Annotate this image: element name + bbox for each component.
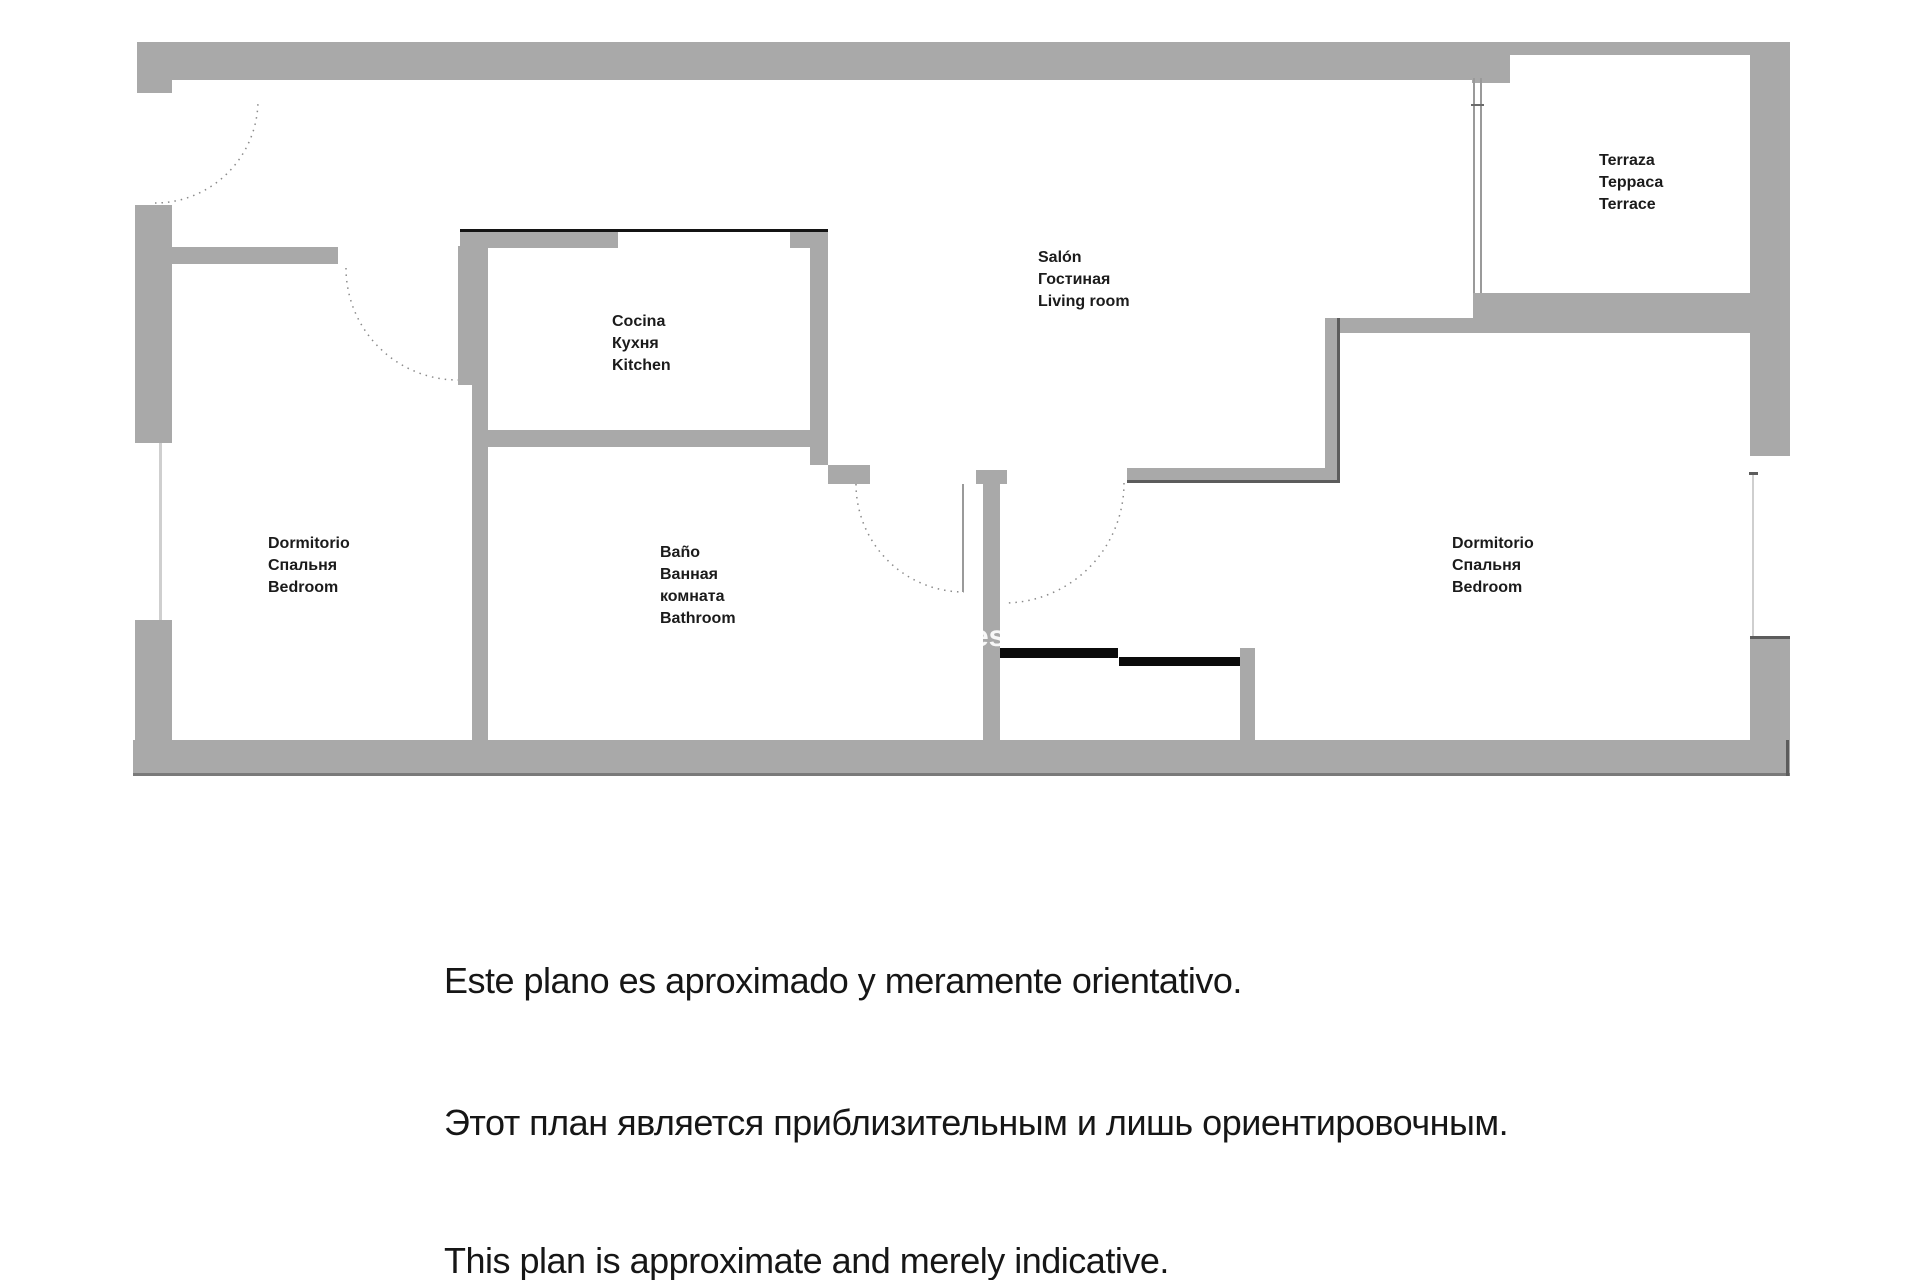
door-arc-bedroom-right (1004, 483, 1124, 603)
label-bathroom-ru1: Ванная (660, 566, 719, 583)
label-bedroom-right (1452, 533, 1534, 599)
wardrobe-bar-lower (1119, 657, 1240, 666)
disclaimer-en: This plan is approximate and merely indicative. (444, 1240, 1169, 1280)
label-bathroom-es: Baño (660, 544, 700, 561)
label-living-en: Living room (1038, 293, 1130, 310)
watermark-text: es (972, 620, 1006, 653)
window-bedroom-right (1752, 474, 1754, 636)
wall-entry-door-stub (458, 246, 488, 385)
label-kitchen-es: Cocina (612, 313, 666, 330)
wardrobe-bar-upper (1000, 648, 1118, 658)
label-bedroom-right-es: Dormitorio (1452, 535, 1534, 552)
label-bedroom-left-ru: Спальня (268, 557, 338, 574)
edge-right-wall-top (1750, 636, 1790, 639)
label-bedroom-left (268, 533, 350, 599)
wall-left-lower (135, 620, 172, 740)
wall-top-terrace (1510, 42, 1790, 55)
window-bedroom-right-tick (1749, 472, 1758, 475)
door-arc-bedroom-left (346, 268, 458, 380)
label-living-room (1038, 247, 1130, 313)
window-terrace-inner (1480, 78, 1482, 293)
label-bedroom-left-en: Bedroom (268, 579, 339, 596)
edge-divider-right (1337, 318, 1340, 483)
disclaimer-es: Este plano es aproximado y meramente orientativo. (444, 960, 1242, 1001)
wall-left-upper (135, 205, 172, 443)
edge-bottom-wall-right (1786, 740, 1789, 776)
wall-kitchen-bottom (488, 430, 810, 447)
wall-right-upper (1750, 42, 1790, 456)
wall-corridor (983, 484, 1000, 740)
label-terrace (1599, 150, 1663, 216)
wall-corridor-cap (976, 470, 1007, 484)
wall-kitchen-right-foot (828, 465, 870, 484)
wall-bedroom-left-top (172, 247, 338, 264)
window-terrace-tick (1471, 104, 1484, 106)
door-arc-bathroom (856, 484, 964, 592)
wall-right-lower (1750, 636, 1790, 740)
label-bedroom-right-ru: Спальня (1452, 557, 1522, 574)
door-arc-entry (155, 100, 258, 203)
kitchen-counter-line (460, 229, 828, 232)
window-bedroom-left (159, 443, 162, 620)
label-terrace-es: Terraza (1599, 152, 1655, 169)
disclaimer-ru: Этот план является приблизительным и лишь ориентировочным. (444, 1102, 1509, 1143)
label-living-es: Salón (1038, 249, 1082, 266)
label-kitchen (612, 311, 671, 377)
label-terrace-en: Terrace (1599, 196, 1656, 213)
wall-terrace-bottom (1473, 293, 1790, 333)
wall-bedroom-right-top-high (1325, 318, 1473, 333)
edge-bedroom-wall-bottom (1127, 480, 1340, 483)
wall-kitchen-top-cap (790, 232, 828, 248)
wall-wardrobe-stub (1240, 648, 1255, 740)
label-bathroom-en: Bathroom (660, 610, 736, 627)
label-living-ru: Гостиная (1038, 271, 1111, 288)
wall-top-main (137, 42, 1510, 80)
edge-bottom-wall (133, 773, 1790, 776)
wall-terrace-left-block (1472, 42, 1510, 83)
label-bedroom-right-en: Bedroom (1452, 579, 1523, 596)
label-kitchen-ru: Кухня (612, 335, 659, 352)
window-terrace-outer (1473, 78, 1475, 293)
wall-bottom (133, 740, 1790, 776)
label-terrace-ru: Терраса (1599, 174, 1664, 191)
wall-kitchen-right (810, 248, 828, 465)
label-bathroom-ru2: комната (660, 588, 725, 605)
wall-left-entry-stub (137, 42, 172, 93)
label-bedroom-left-es: Dormitorio (268, 535, 350, 552)
label-kitchen-en: Kitchen (612, 357, 671, 374)
wall-kitchen-top (460, 232, 618, 248)
label-bathroom (660, 542, 736, 630)
wall-kitchen-bath-left (472, 385, 488, 740)
